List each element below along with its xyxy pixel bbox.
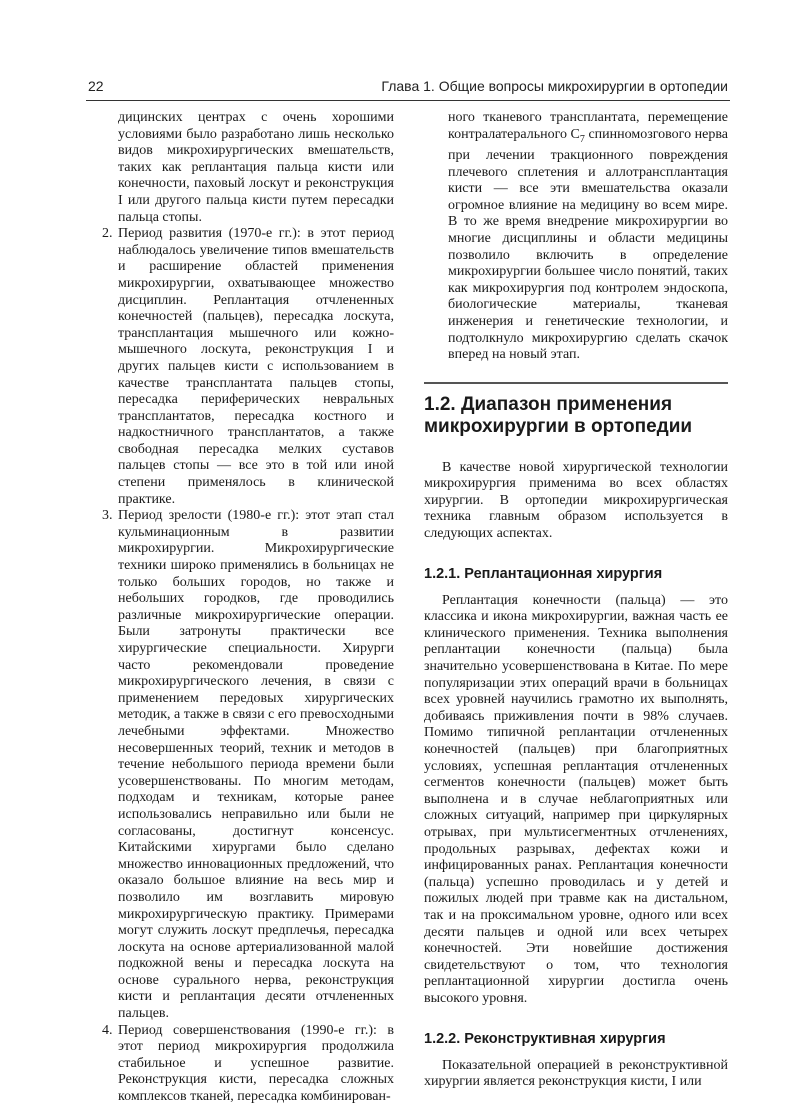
running-title: Глава 1. Общие вопросы микрохирургии в ортопедии — [381, 78, 728, 94]
section-title: 1.2. Диапазон применения микрохирургии в ортопедии — [424, 393, 693, 437]
list-item: 4. Период совершенствования (1990-е гг.): в этот период микрохирургия продолжила стабильное и успешное развитие. Реконструкция кисти, пересадка сложных комплексов тканей, пересадка комбинирован- — [116, 1023, 394, 1106]
header-divider — [86, 100, 730, 101]
subsection-title-replantation: 1.2.1. Реплантационная хирургия — [424, 565, 663, 582]
continuation-paragraph: дицинских центрах с очень хорошими условиями было разработано лишь несколько видов микрохирургических вмешательств, таких как реплантация пальца кисти или конечности, паховый лоскут и реконструкция I или другого пальца кисти путем пересадки пальца стопы. — [118, 110, 394, 225]
right-column — [424, 110, 728, 1091]
list-item: 3. Период зрелости (1980-е гг.): этот этап стал кульминационным в развитии микрохирургии. Микрохирургические техники широко применялись в больницах не только больших городов, но также и небольших городков, где проводились различные микрохирургические операции. Были затронуты практически все хирургические специальности. Хирурги часто рекомендовали проведение микрохирургического лечения, в связи с применением передовых хирургических методик, а также в связи с его превосходными лечебными эффектами. Множество несовершенных теорий, техник и методов в течение небольшого периода времени были усовершенствованы. По многим методам, подходам и техникам, которые ранее использовались неправильно или были не согласованы, достигнут консенсус. Китайскими хирургами было сделано множество инновационных предложений, что оказало большое влияние на весь мир и позволило им возглавить мировую микрохирургическую практику. Примерами могут служить лоскут предплечья, пересадка лоскута на основе артериализованной малой подкожной вены и пересадка лоскута на основе сурального нерва, реконструкция кисти и реплантация десяти отчлененных пальцев. — [116, 508, 394, 1022]
page-number: 22 — [88, 78, 104, 94]
section-divider — [424, 382, 728, 384]
subsection-title-reconstruction: 1.2.2. Реконструктивная хирургия — [424, 1030, 666, 1047]
list-item: 2. Период развития (1970-е гг.): в этот период наблюдалось увеличение типов вмешательств и расширение областей применения микрохирургии, охватывающее множество дисциплин. Реплантация отчлененных конечностей (пальцев), пересадка лоскута, трансплантация мышечного или кожно-мышечного лоскута, реконструкция I и других пальцев кисти с использованием в качестве трансплантата пальцев стопы, пересадка периферических невральных трансплантатов, пересадка костного и надкостничного трансплантатов, а также свободная пересадка мелких суставов пальцев стопы — все это в той или иной степени применялось в клинической практике. — [116, 226, 394, 508]
continuation-text-a: ного тканевого трансплантата, перемещение контралатерального C — [448, 110, 728, 142]
subsection-text-reconstruction: Показательной операцией в реконструктивной хирургии является реконструкция кисти, I или — [424, 1057, 728, 1090]
section-intro: В качестве новой хирургической технологии микрохирургия применима во всех областях хирургии. В ортопедии микрохирургическая техника главным образом используется в следующих аспектах. — [424, 459, 728, 542]
periods-list — [94, 226, 394, 1105]
continuation-paragraph — [424, 110, 728, 364]
left-column — [94, 110, 394, 1106]
continuation-text-b: спинномозгового нерва при лечении тракционного повреждения плечевого сплетения и аллотрансплантация кисти — все эти вмешательства оказали огромное влияние на медицину во всем мире. В то же время внедрение микрохирургии во многие дисциплины и области медицины позволило включить в определение микрохирургии большее число понятий, таких как микрохирургия под контролем эндоскопа, биологические материалы, тканевая инженерия и генетические технологии, и подтолкнуло микрохирургию сделать скачок вперед на новый этап. — [448, 126, 728, 363]
subscript-c7: 7 — [579, 133, 585, 145]
page-header — [88, 76, 728, 100]
subsection-text-replantation: Реплантация конечности (пальца) — это классика и икона микрохирургии, важная часть ее клинического применения. Техника выполнения реплантации конечности (пальца) была значительно усовершенствована в Китае. По мере популяризации этих операций врачи в больницах всех уровней научились грамотно их выполнять, добиваясь приживления почти в 98% случаев. Помимо типичной реплантации отчлененных конечностей (пальцев) при благоприятных условиях, успешная реплантация отчлененных сегментов конечности (пальцев) может быть выполнена и в случае неблагоприятных или сложных ситуаций, например при циркулярных отрывах, при мультисегментных отчленениях, продольных разрывах, дефектах кожи и инфицированных ранах. Реплантация конечности (пальца) успешно проводилась и у детей и пожилых людей при травме как на дистальном, так и на проксимальном уровне, одного или всех десяти пальцев и одной или всех четырех конечностей. Эти новейшие достижения свидетельствуют о том, что технология реплантационной хирургии достигла очень высокого уровня. — [424, 592, 728, 1006]
